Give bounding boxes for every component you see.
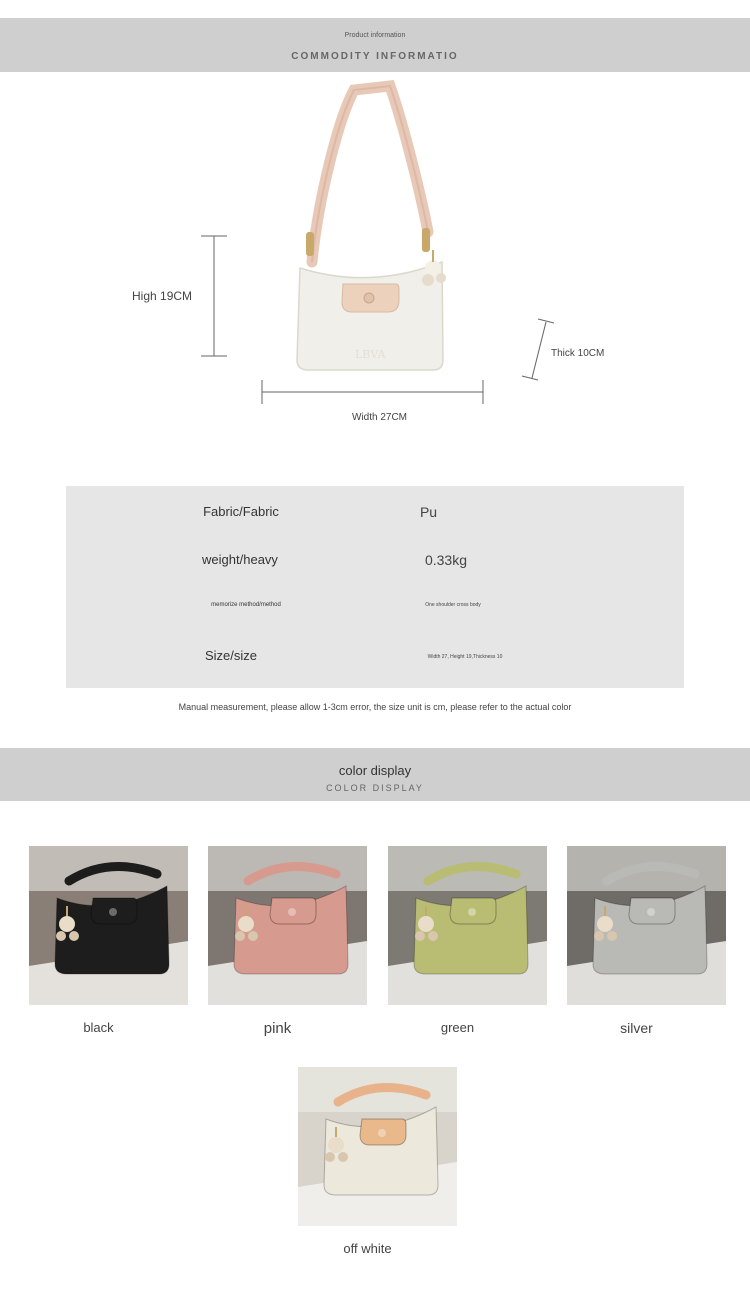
product-info-banner xyxy=(0,18,750,72)
color-display-banner xyxy=(0,748,750,801)
color-section-subtitle: COLOR DISPLAY xyxy=(326,783,424,793)
svg-text:LBVA: LBVA xyxy=(355,348,386,361)
color-swatch-green[interactable] xyxy=(388,846,547,1005)
measurement-note: Manual measurement, please allow 1-3cm error, the size unit is cm, please refer to the actual color xyxy=(178,702,572,712)
color-swatch-silver[interactable] xyxy=(567,846,726,1005)
spec-key: memorize method/method xyxy=(211,602,281,608)
spec-value: 0.33kg xyxy=(424,552,468,568)
banner-title: COMMODITY INFORMATIO xyxy=(291,51,459,62)
color-section-title: color display xyxy=(338,763,412,778)
color-label-silver: silver xyxy=(620,1020,653,1036)
spec-key: weight/heavy xyxy=(202,552,278,567)
color-label-green: green xyxy=(440,1020,475,1035)
width-label: Width 27CM xyxy=(352,412,408,423)
banner-subtitle: Product information xyxy=(344,32,406,39)
spec-value: Pu xyxy=(419,504,438,520)
bag-photo xyxy=(298,1067,457,1226)
spec-value: One shoulder cross body xyxy=(425,602,481,608)
color-swatch-off-white[interactable] xyxy=(298,1067,457,1226)
color-label-black: black xyxy=(83,1020,114,1035)
spec-row-size xyxy=(66,648,684,688)
spec-key: Size/size xyxy=(204,648,258,663)
spec-row-method xyxy=(66,602,684,642)
color-swatch-black[interactable] xyxy=(29,846,188,1005)
spec-value: Width 27, Height 19,Thickness 10 xyxy=(427,654,503,660)
spec-row-fabric xyxy=(66,504,684,544)
height-label: High 19CM xyxy=(132,289,193,303)
spec-row-weight xyxy=(66,552,684,592)
color-swatch-pink[interactable] xyxy=(208,846,367,1005)
bag-photo xyxy=(29,846,188,1005)
color-label-off-white: off white xyxy=(343,1241,392,1256)
spec-table xyxy=(66,486,684,688)
bag-photo xyxy=(208,846,367,1005)
product-dimension-diagram xyxy=(0,72,750,452)
bag-photo xyxy=(567,846,726,1005)
bag-photo xyxy=(388,846,547,1005)
thickness-label: Thick 10CM xyxy=(551,348,605,359)
spec-key: Fabric/Fabric xyxy=(203,504,279,519)
color-label-pink: pink xyxy=(263,1020,292,1037)
